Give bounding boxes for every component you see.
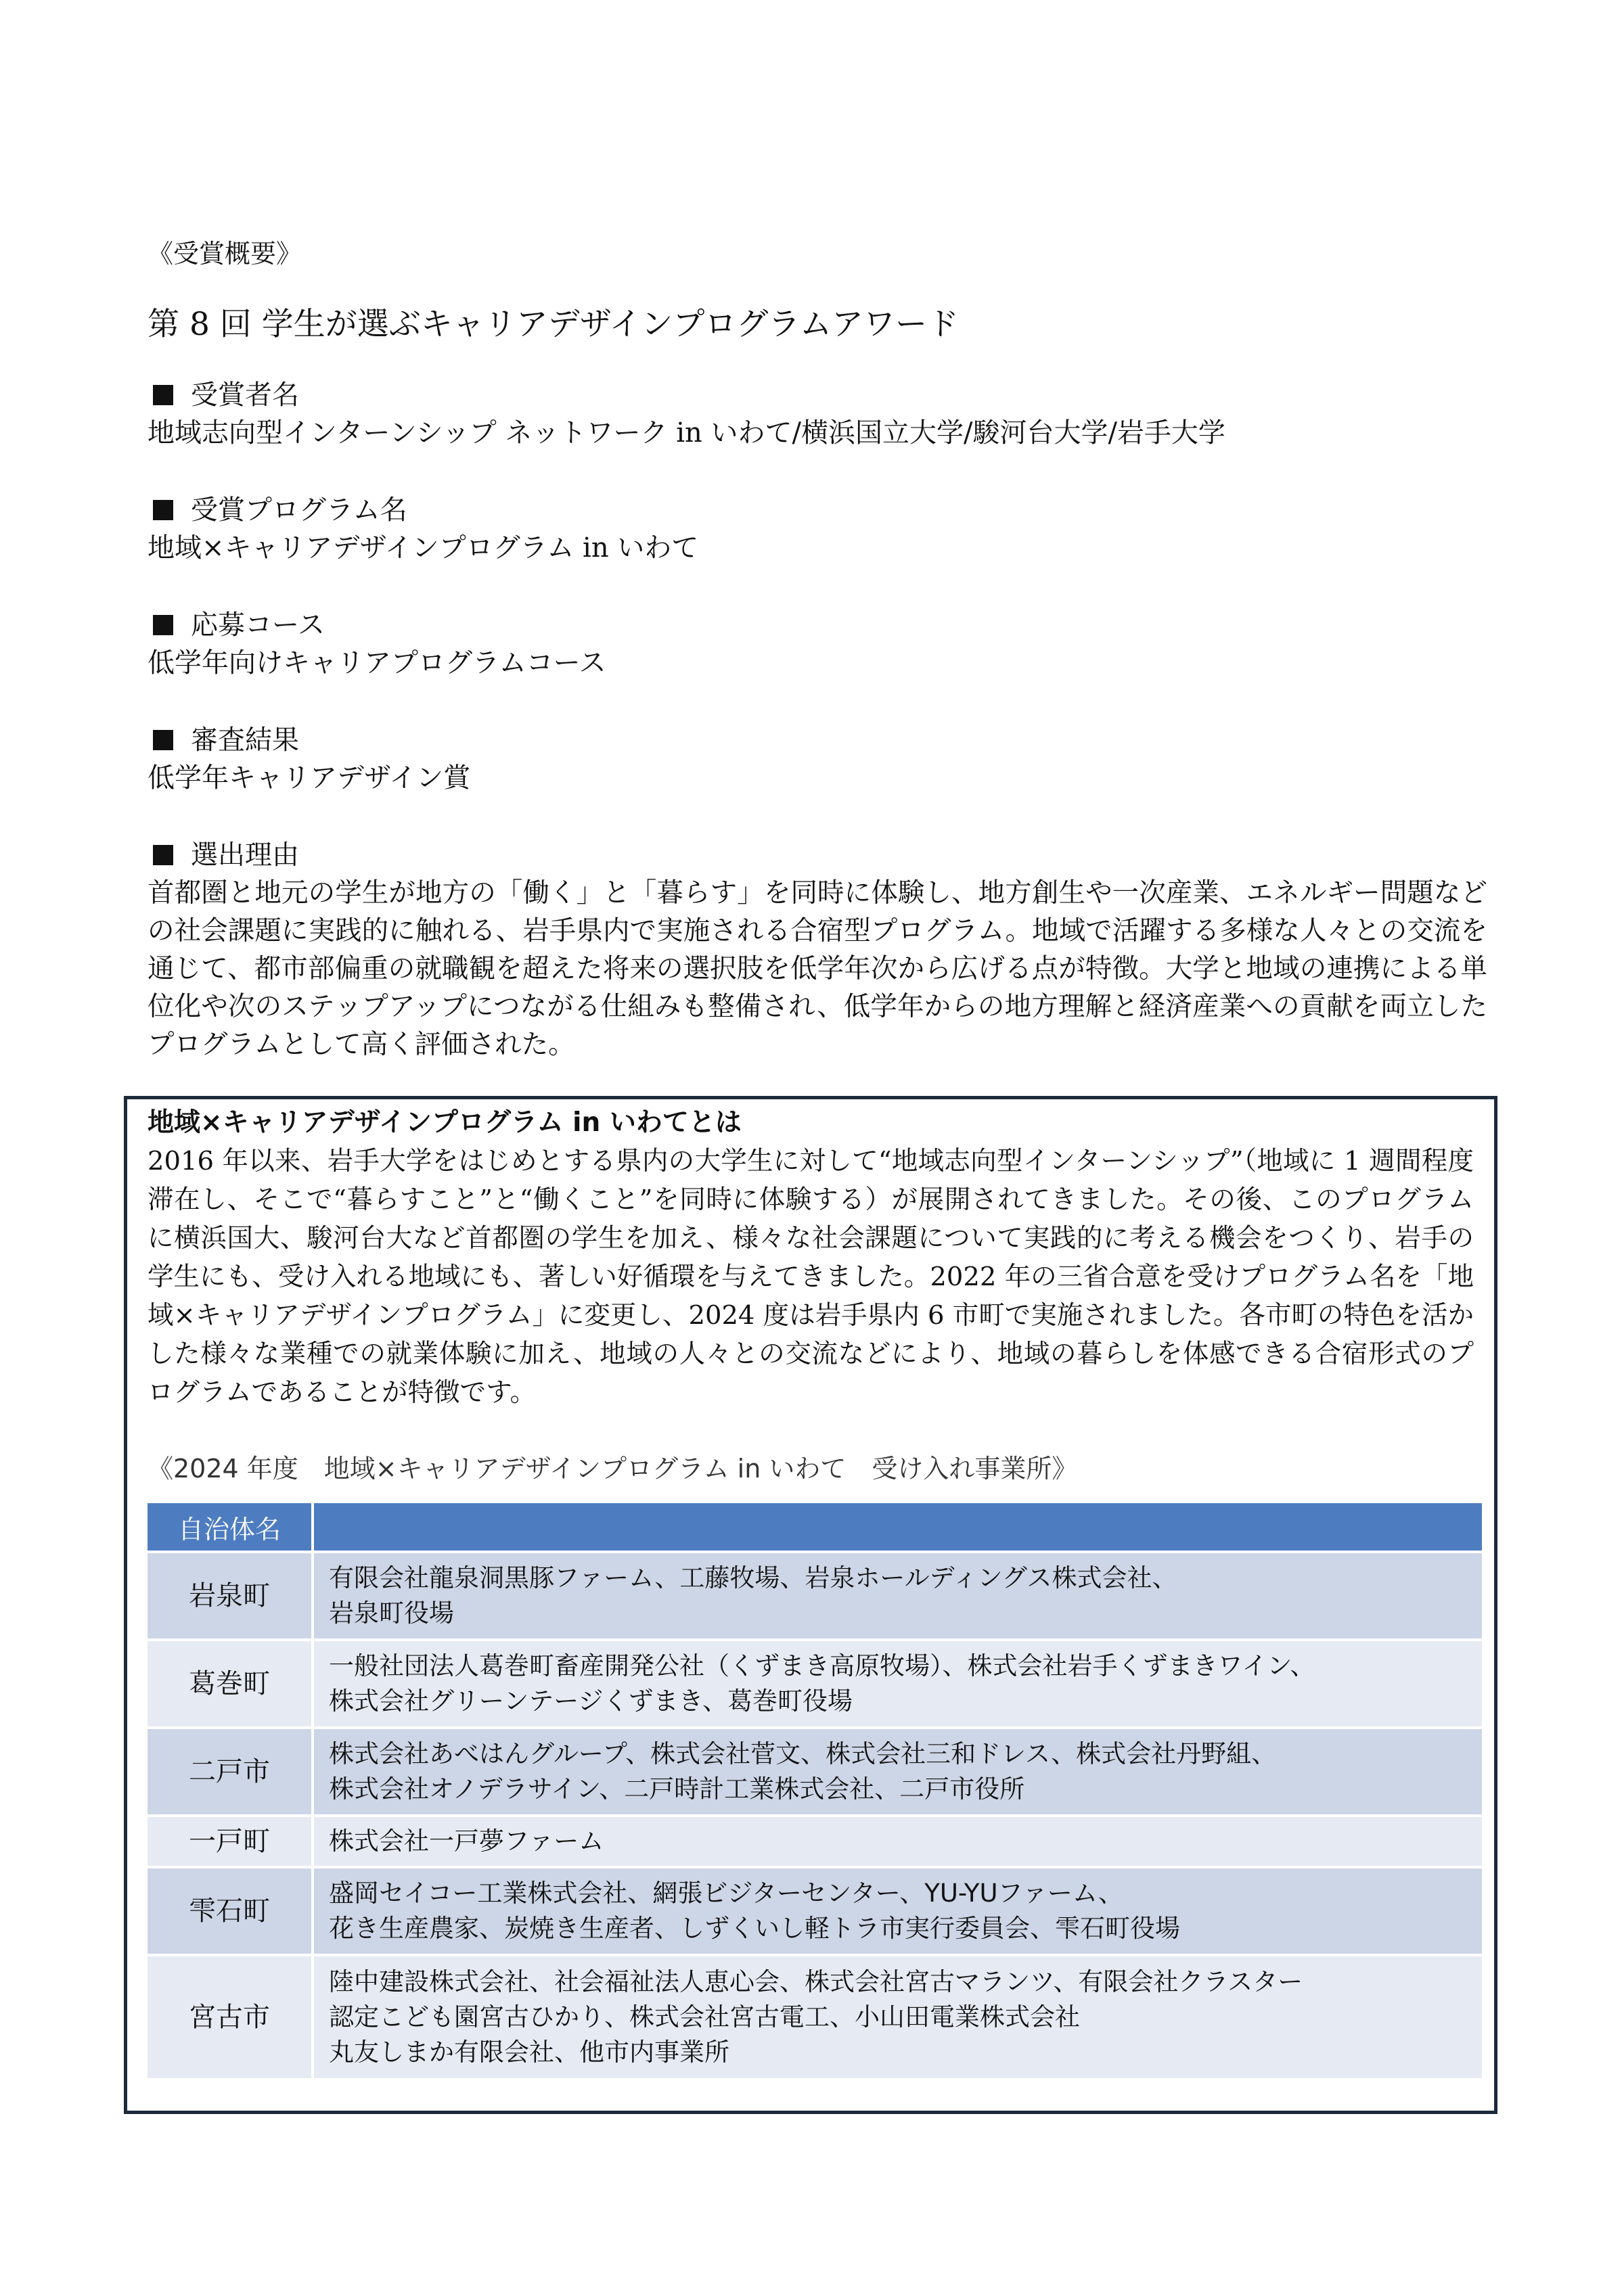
program-info-title: 地域×キャリアデザインプログラム in いわてとは [148,1107,742,1138]
municipality-cell: 雫石町 [148,1867,313,1955]
section-body: 首都圏と地元の学生が地方の「働く」と「暮らす」を同時に体験し、地方創生や一次産業、エネルギー問題などの社会課題に実践的に触れる、岩手県内で実施される合宿型プログラム。地域で活躍する多様な人々との交流を通じて、都市部偏重の就職観を超えた将来の選択肢を低学年次から広げる点が特徴。大学と地域の連携による単位化や次のステップアップにつながる仕組みも整備され、低学年からの地方理解と経済産業への貢献を両立したプログラムとして高く評価された。 [148,877,1487,1060]
square-bullet-icon [153,730,173,750]
table-row [148,1728,1482,1816]
companies-cell [313,1867,1482,1955]
municipality-cell: 一戸町 [148,1816,313,1867]
company-line: 株式会社一戸夢ファーム [329,1827,604,1856]
company-line: 陸中建設株式会社、社会福祉法人恵心会、株式会社宮古マランツ、有限会社クラスター [329,1967,1303,1996]
municipality-cell: 宮古市 [148,1955,313,2080]
table-row [148,1640,1482,1728]
table-row [148,1867,1482,1955]
company-line: 認定こども園宮古ひかり、株式会社宮古電工、小山田電業株式会社 [329,2002,1080,2031]
table-row [148,1955,1482,2080]
square-bullet-icon [153,615,173,635]
section-body: 地域志向型インターンシップ ネットワーク in いわて/横浜国立大学/駿河台大学/岩手大学 [148,417,1225,449]
company-line: 丸友しまか有限会社、他市内事業所 [329,2038,729,2067]
company-line: 有限会社龍泉洞黒豚ファーム、工藤牧場、岩泉ホールディングス株式会社、 [329,1563,1177,1592]
summary-heading: 《受賞概要》 [148,239,302,269]
company-line: 盛岡セイコー工業株式会社、網張ビジターセンター、YU-YUファーム、 [329,1879,1123,1908]
company-line: 花き生産農家、炭焼き生産者、しずくいし軽トラ市実行委員会、雫石町役場 [329,1914,1180,1943]
section-body: 低学年向けキャリアプログラムコース [148,647,606,679]
company-line: 岩泉町役場 [329,1599,454,1628]
square-bullet-icon [153,845,173,865]
section-heading: 選出理由 [191,840,299,871]
company-line: 株式会社あべはんグループ、株式会社菅文、株式会社三和ドレス、株式会社丹野組、 [329,1739,1277,1768]
companies-cell [313,1552,1482,1640]
section-program-name [148,491,1487,567]
table-row [148,1816,1482,1867]
column-header-municipality: 自治体名 [148,1503,313,1552]
section-result [148,721,1487,797]
award-title: 第 8 回 学生が選ぶキャリアデザインプログラムアワード [148,306,959,343]
section-course [148,606,1487,682]
square-bullet-icon [153,385,173,405]
section-heading: 応募コース [191,610,325,641]
section-body: 地域×キャリアデザインプログラム in いわて [148,532,699,564]
companies-cell [313,1728,1482,1816]
company-line: 一般社団法人葛巻町畜産開発公社（くずまき高原牧場）、株式会社岩手くずまきワイン、 [329,1651,1315,1680]
companies-cell [313,1640,1482,1728]
section-reason [148,836,1487,1063]
section-heading: 審査結果 [191,725,299,756]
companies-cell [313,1955,1482,2080]
table-caption: 《2024 年度 地域×キャリアデザインプログラム in いわて 受け入れ事業所》 [148,1454,1078,1484]
section-heading: 受賞プログラム名 [191,495,407,526]
column-header-companies [313,1503,1482,1552]
section-body: 低学年キャリアデザイン賞 [148,762,471,794]
section-awardee [148,376,1487,452]
municipality-cell: 二戸市 [148,1728,313,1816]
program-info-text: 2016 年以来、岩手大学をはじめとする県内の大学生に対して“地域志向型インターンシップ”（地域に 1 週間程度滞在し、そこで“暮らすこと”と“働くこと”を同時に体験する）が展開されてきました。その後、このプログラムに横浜国大、駿河台大など首都圏の学生を加え、様々な社会課題について実践的に考える機会をつくり、岩手の学生にも、受け入れる地域にも、著しい好循環を与えてきました。2022 年の三省合意を受けプログラム名を「地域×キャリアデザインプログラム」に変更し、2024 度は岩手県内 6 市町で実施されました。各市町の特色を活かした様々な業種での就業体験に加え、地域の人々との交流などにより、地域の暮らしを体感できる合宿形式のプログラムであることが特徴です。 [148,1146,1474,1408]
table-row [148,1552,1482,1640]
municipality-cell: 岩泉町 [148,1552,313,1640]
table-header-row [148,1503,1482,1552]
companies-cell [313,1816,1482,1867]
section-heading: 受賞者名 [191,380,299,411]
host-companies-table [148,1503,1482,2081]
square-bullet-icon [153,500,173,520]
municipality-cell: 葛巻町 [148,1640,313,1728]
company-line: 株式会社オノデラサイン、二戸時計工業株式会社、二戸市役所 [329,1774,1025,1804]
company-line: 株式会社グリーンテージくずまき、葛巻町役場 [329,1686,853,1716]
